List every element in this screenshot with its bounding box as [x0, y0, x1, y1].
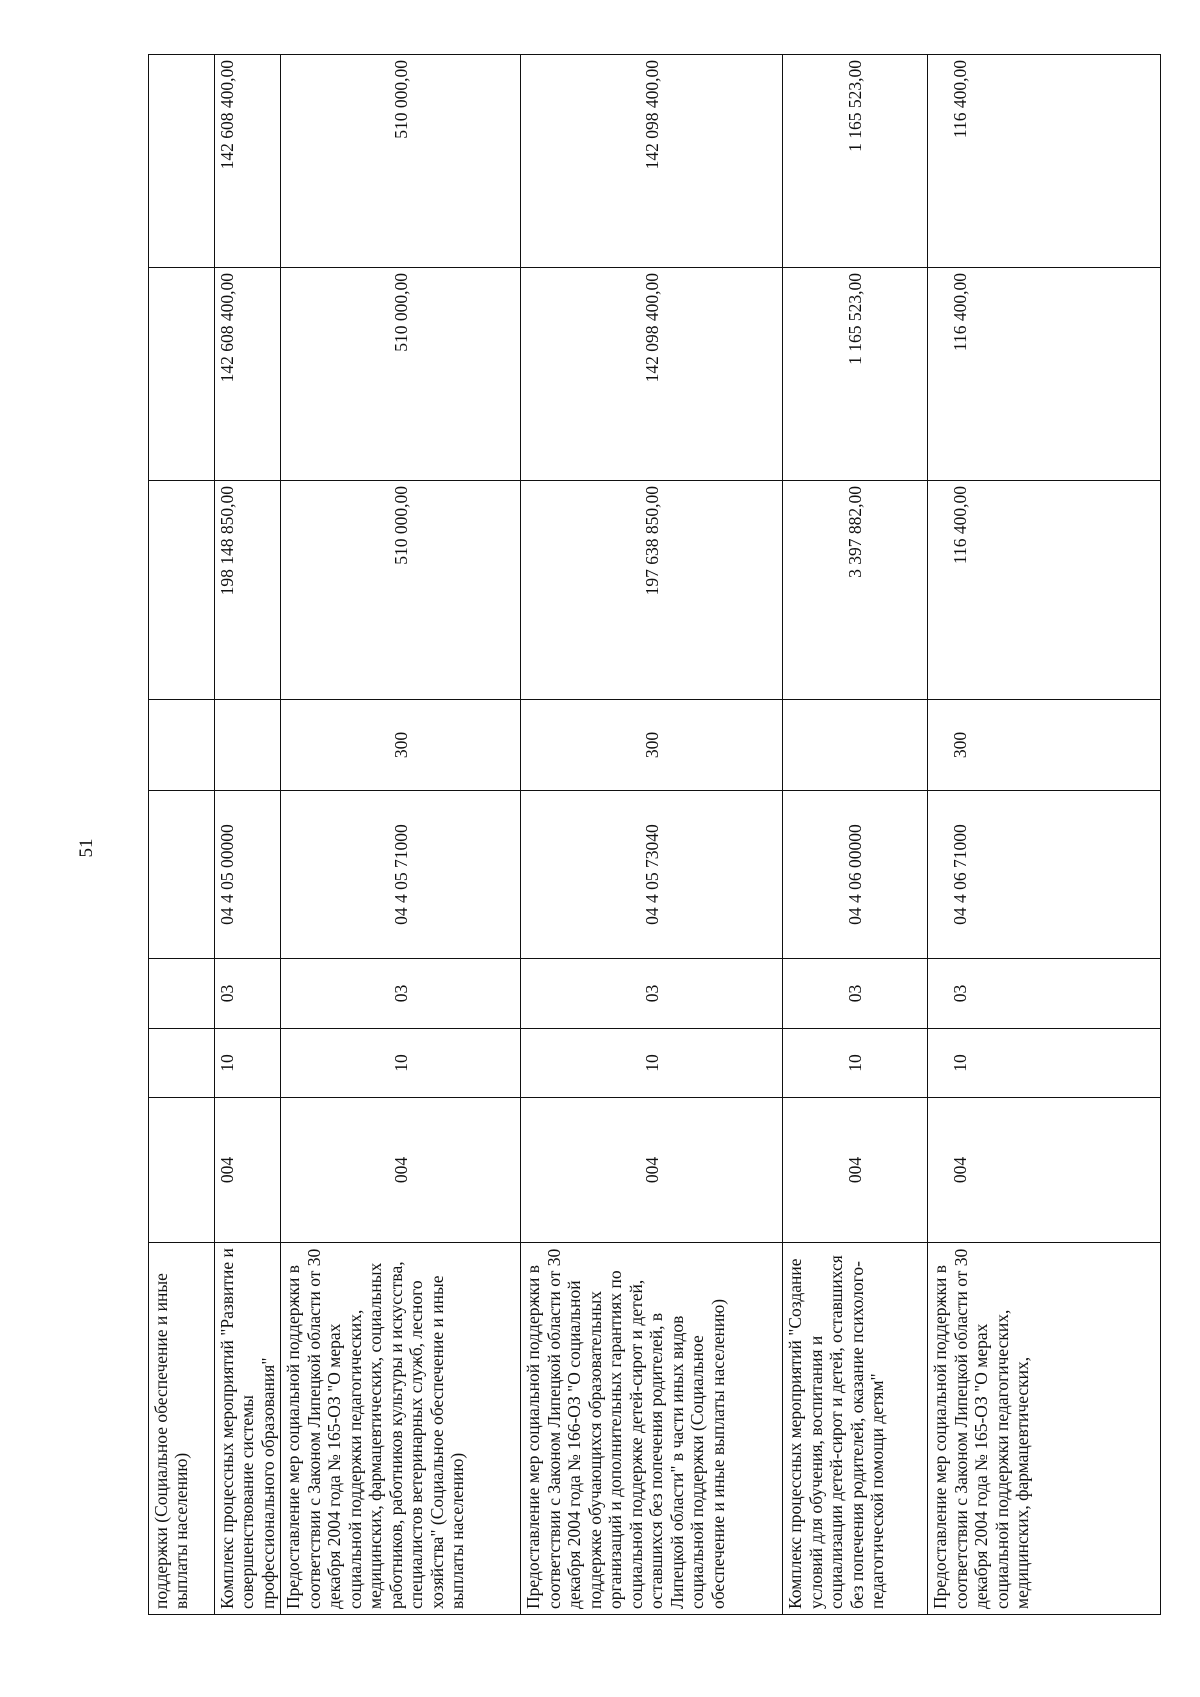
ministry-code: 004 [928, 1098, 1161, 1243]
target-article: 04 4 05 71000 [281, 791, 521, 959]
amount-2025: 142 608 400,00 [215, 268, 281, 481]
amount-2026 [149, 55, 215, 268]
table-row [783, 55, 928, 1615]
section-code: 10 [928, 1029, 1161, 1098]
amount-2026: 510 000,00 [281, 55, 521, 268]
budget-table-wrapper [148, 55, 1158, 1615]
target-article: 04 4 06 00000 [783, 791, 928, 959]
table-body [149, 55, 1161, 1615]
amount-2025: 142 098 400,00 [521, 268, 783, 481]
section-code [149, 1029, 215, 1098]
amount-2026: 142 098 400,00 [521, 55, 783, 268]
row-name: Комплекс процессных мероприятий "Развитие и совершенствование системы профессионального образования" [215, 1243, 281, 1615]
ministry-code: 004 [215, 1098, 281, 1243]
ministry-code [149, 1098, 215, 1243]
subsection-code: 03 [521, 959, 783, 1029]
amount-2026: 1 165 523,00 [783, 55, 928, 268]
subsection-code: 03 [783, 959, 928, 1029]
ministry-code: 004 [783, 1098, 928, 1243]
target-article: 04 4 05 00000 [215, 791, 281, 959]
amount-2024: 197 638 850,00 [521, 481, 783, 700]
amount-2025: 1 165 523,00 [783, 268, 928, 481]
subsection-code: 03 [281, 959, 521, 1029]
section-code: 10 [215, 1029, 281, 1098]
expense-type: 300 [521, 700, 783, 791]
table-row [215, 55, 281, 1615]
expense-type [215, 700, 281, 791]
amount-2026: 142 608 400,00 [215, 55, 281, 268]
page-number: 51 [76, 838, 97, 858]
target-article: 04 4 05 73040 [521, 791, 783, 959]
amount-2024 [149, 481, 215, 700]
expense-type [783, 700, 928, 791]
amount-2024: 510 000,00 [281, 481, 521, 700]
amount-2025 [149, 268, 215, 481]
row-name: Комплекс процессных мероприятий "Создание условий для обучения, воспитания и социализации детей-сирот и детей, оставшихся без попечения родителей, оказание психолого-педагогической помощи детям" [783, 1243, 928, 1615]
section-code: 10 [521, 1029, 783, 1098]
section-code: 10 [783, 1029, 928, 1098]
target-article [149, 791, 215, 959]
expense-type [149, 700, 215, 791]
ministry-code: 004 [521, 1098, 783, 1243]
amount-2024: 198 148 850,00 [215, 481, 281, 700]
table-row [281, 55, 521, 1615]
amount-2025: 116 400,00 [928, 268, 1161, 481]
table-row [521, 55, 783, 1615]
subsection-code [149, 959, 215, 1029]
expense-type: 300 [281, 700, 521, 791]
ministry-code: 004 [281, 1098, 521, 1243]
amount-2025: 510 000,00 [281, 268, 521, 481]
amount-2024: 116 400,00 [928, 481, 1161, 700]
table-row [928, 55, 1161, 1615]
row-name: Предоставление мер социальной поддержки в соответствии с Законом Липецкой области от 30 декабря 2004 года № 166-ОЗ "О социальной поддержке обучающихся образовательных организаций и дополнительных гарантиях по социальной поддержке детей-сирот и детей, оставшихся без попечения родителей, в Липецкой области" в части иных видов социальной поддержки (Социальное обеспечение и иные выплаты населению) [521, 1243, 783, 1615]
target-article: 04 4 06 71000 [928, 791, 1161, 959]
budget-table [148, 54, 1161, 1615]
amount-2026: 116 400,00 [928, 55, 1161, 268]
table-row [149, 55, 215, 1615]
expense-type: 300 [928, 700, 1161, 791]
subsection-code: 03 [215, 959, 281, 1029]
row-name: Предоставление мер социальной поддержки в соответствии с Законом Липецкой области от 30 декабря 2004 года № 165-ОЗ "О мерах социальной поддержки педагогических, медицинских, фармацевтических, социальных работников, работников культуры и искусства, специалистов ветеринарных служб, лесного хозяйства" (Социальное обеспечение и иные выплаты населению) [281, 1243, 521, 1615]
row-name: Предоставление мер социальной поддержки в соответствии с Законом Липецкой области от 30 декабря 2004 года № 165-ОЗ "О мерах социальной поддержки педагогических, медицинских, фармацевтических, [928, 1243, 1161, 1615]
subsection-code: 03 [928, 959, 1161, 1029]
row-name: поддержки (Социальное обеспечение и иные выплаты населению) [149, 1243, 215, 1615]
section-code: 10 [281, 1029, 521, 1098]
amount-2024: 3 397 882,00 [783, 481, 928, 700]
